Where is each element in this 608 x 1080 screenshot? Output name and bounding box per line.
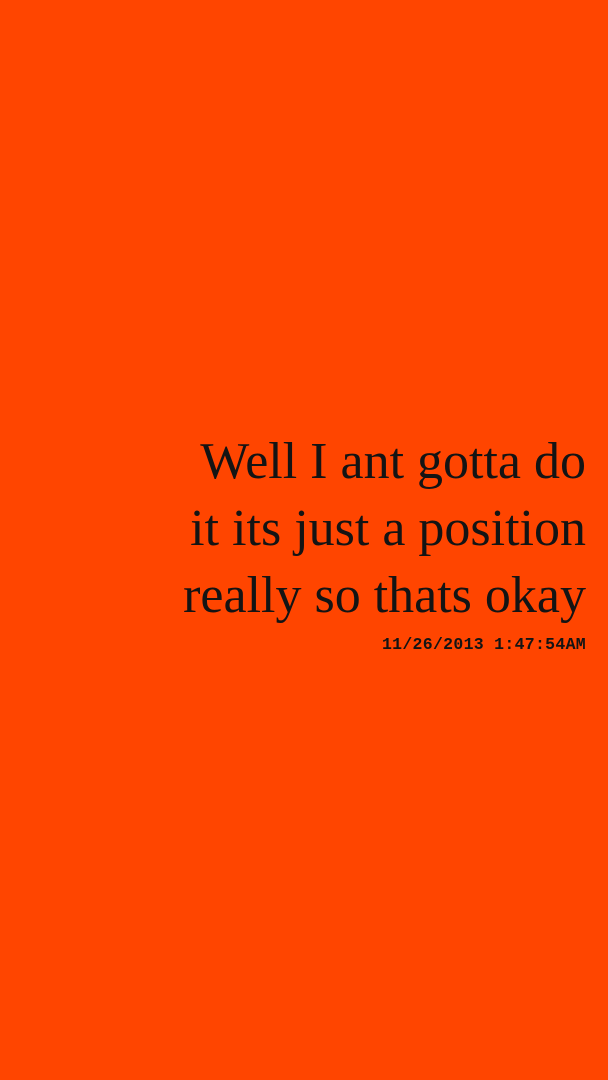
message-line-1: Well I ant gotta do <box>200 433 586 490</box>
timestamp: 11/26/2013 1:47:54AM <box>381 635 586 654</box>
message-line-2: it its just a position <box>190 500 586 557</box>
message-block <box>66 428 586 654</box>
message-line-3: really so thats okay <box>183 567 586 624</box>
